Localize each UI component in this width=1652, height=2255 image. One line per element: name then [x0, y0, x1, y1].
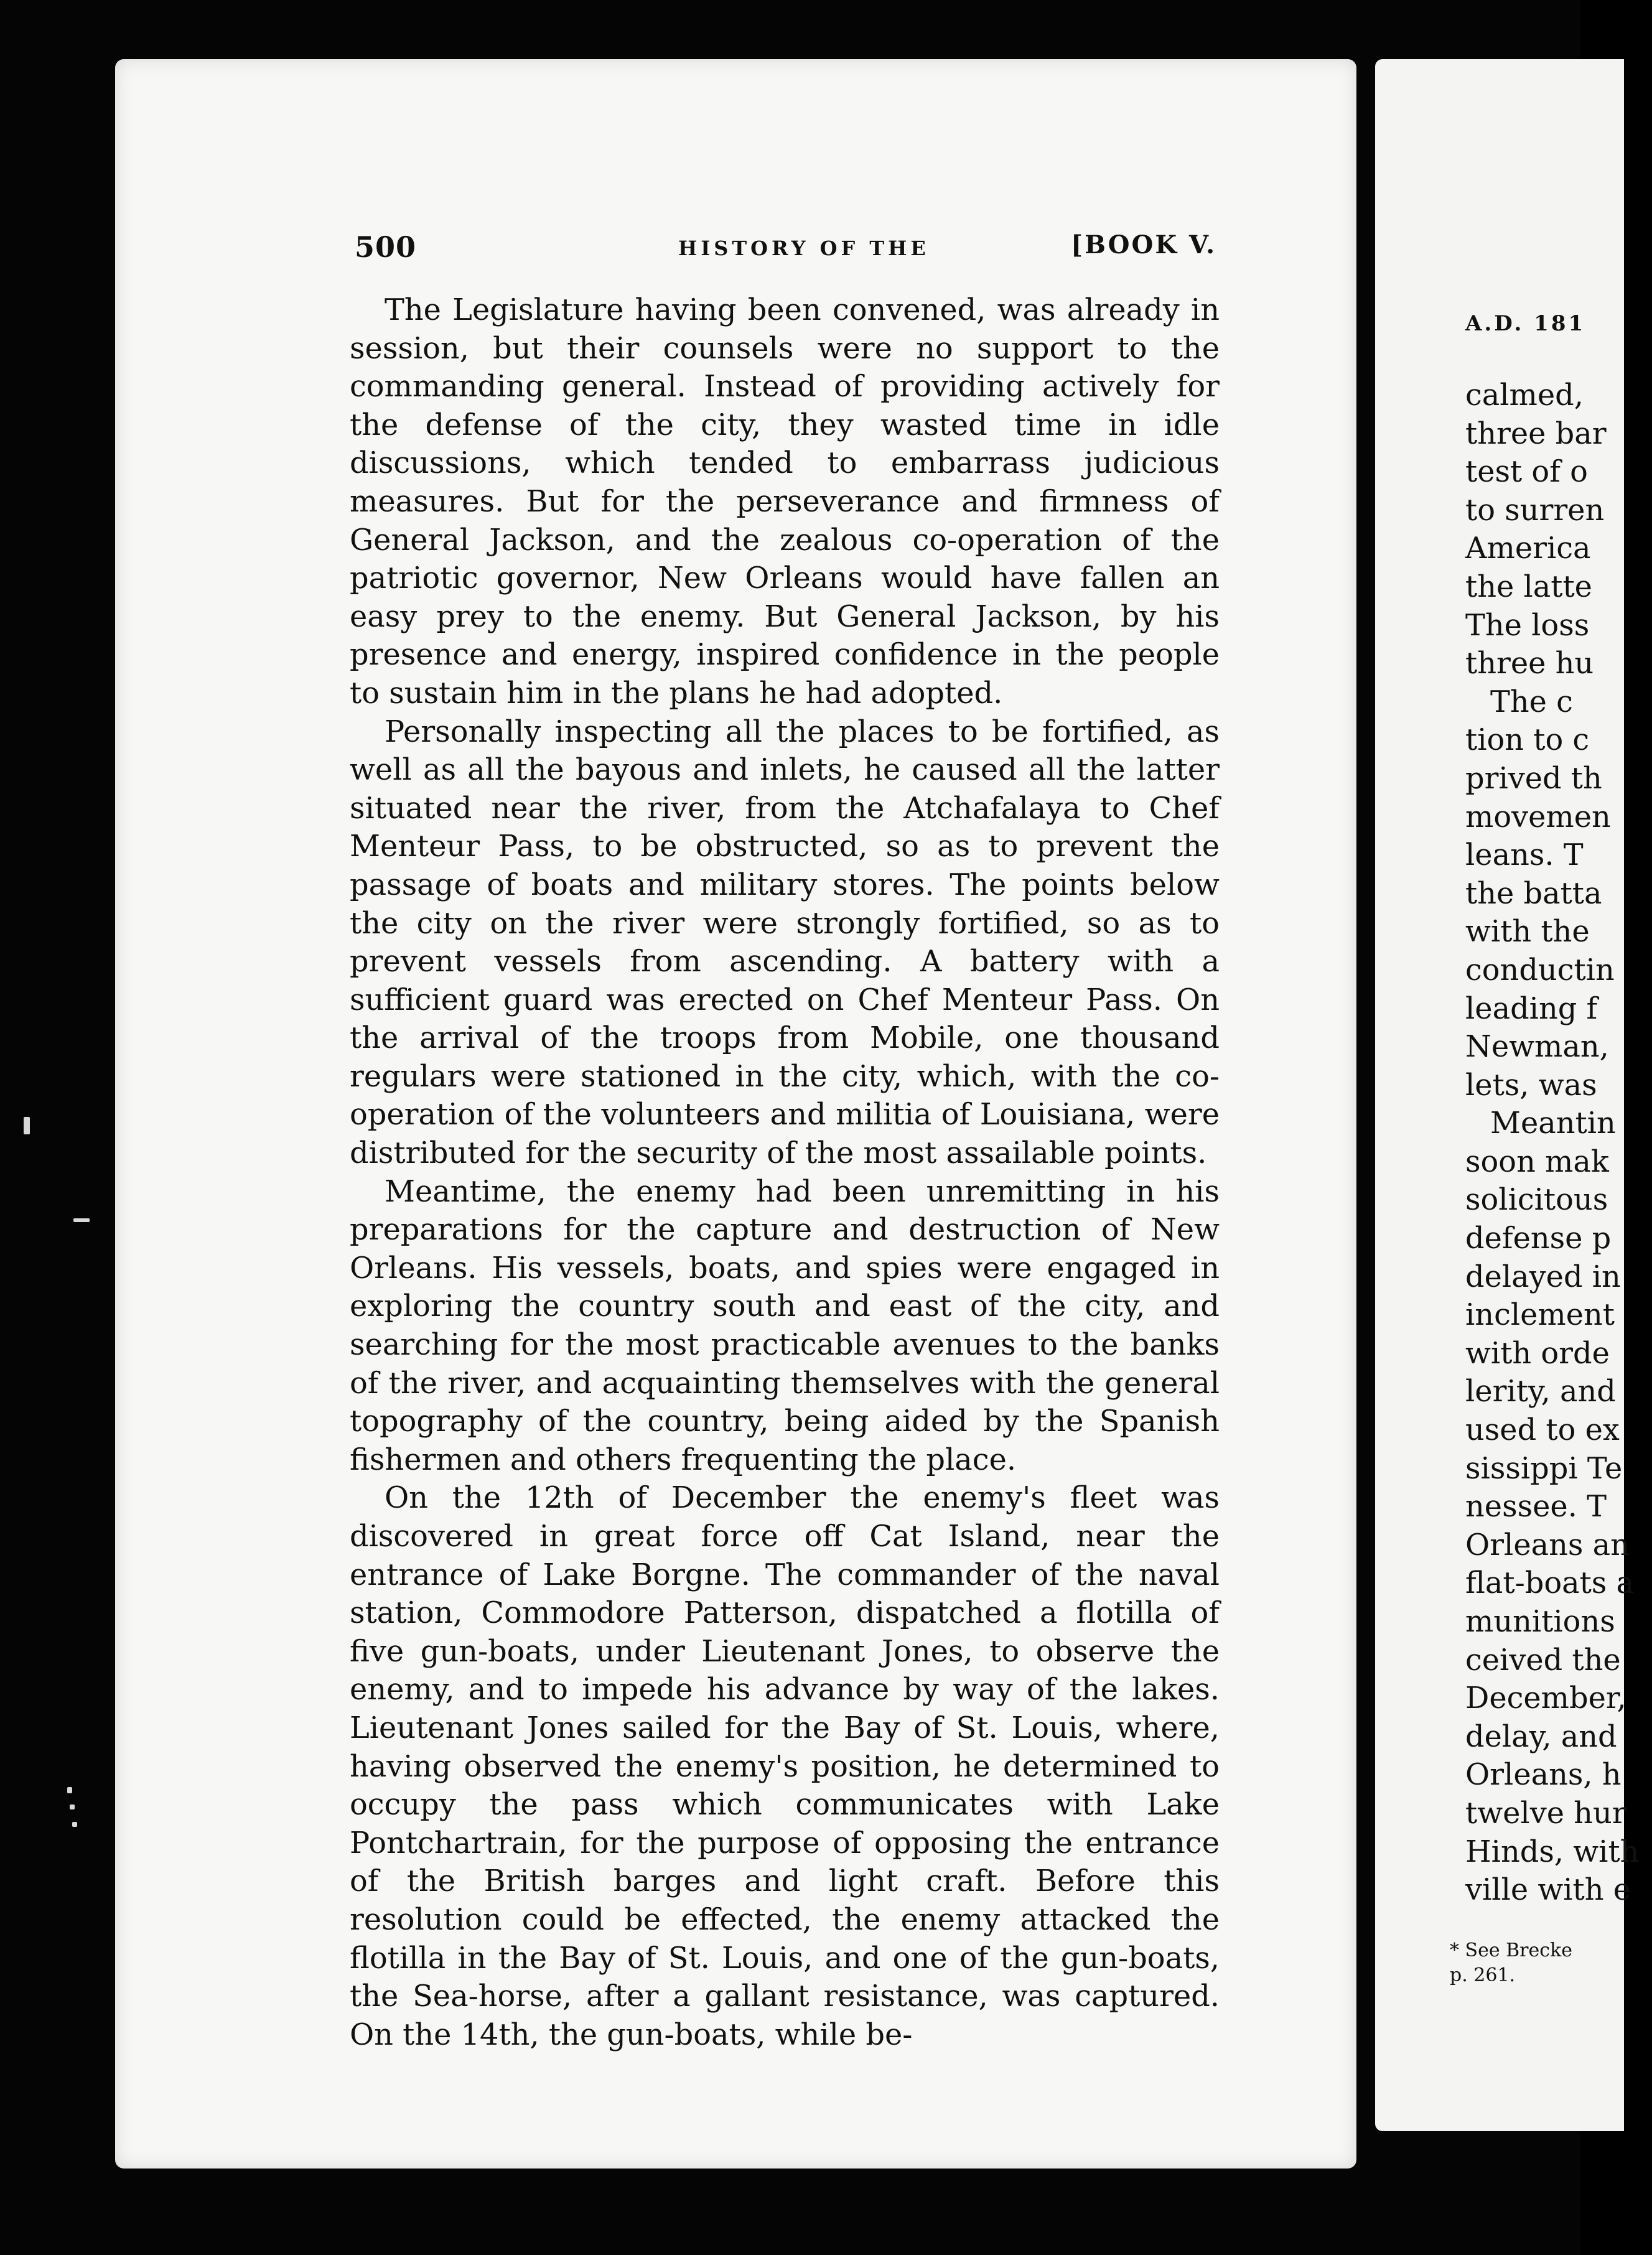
text-line: The loss — [1465, 608, 1590, 643]
text-line: three bar — [1465, 416, 1607, 451]
paragraph: The Legislature having been convened, was already in session, but their counsels were no support to the commanding general. Instead of providing actively for the defense of the city, they wasted time in idle discussions, which tended to embarrass judicious measures. But for the perseverance and firmness of General Jackson, and the zealous co-operation of the patriotic governor, New Orleans would have fallen an easy prey to the enemy. But General Jackson, by his presence and energy, inspired confidence in the people to sustain him in the plans he had adopted. — [350, 293, 1220, 711]
text-line: test of o — [1465, 455, 1588, 490]
right-page-text — [1465, 376, 1652, 1910]
right-running-head: A.D. 181 — [1465, 311, 1586, 336]
right-footnote — [1450, 1938, 1572, 1988]
text-line: delayed in — [1465, 1259, 1621, 1294]
text-line: prived th — [1465, 761, 1602, 796]
text-line: sissippi Te — [1465, 1451, 1623, 1486]
text-line: December, — [1465, 1681, 1626, 1716]
text-line: soon mak — [1465, 1144, 1609, 1179]
scan-speck — [24, 1117, 30, 1134]
paragraph: On the 12th of December the enemy's fleet was discovered in great force off Cat Island, near the entrance of Lake Borgne. The commander of the naval station, Commodore Patterson, dispatched a flotilla of five gun-boats, under Lieutenant Jones, to observe the enemy, and to impede his advance by way of the lakes. Lieutenant Jones sailed for the Bay of St. Louis, where, having observed the enemy's position, he determined to occupy the pass which communicates with Lake Pontchartrain, for the purpose of opposing the entrance of the British barges and light craft. Before this resolution could be effected, the enemy attacked the flotilla in the Bay of St. Louis, and one of the gun-boats, the Sea-horse, after a gallant resistance, was captured. On the 14th, the gun-boats, while be- — [350, 1481, 1220, 2052]
right-page — [1375, 59, 1640, 2131]
paragraph: Personally inspecting all the places to be fortified, as well as all the bayous and inlets, he caused all the latter situated near the river, from the Atchafalaya to Chef Menteur Pass, to be obstructed, so as to prevent the passage of boats and military stores. The points below the city on the river were strongly fortified, so as to prevent vessels from ascending. A battery with a sufficient guard was erected on Chef Menteur Pass. On the arrival of the troops from Mobile, one thousand regulars were stationed in the city, which, with the co-operation of the volunteers and militia of Louisiana, were distributed for the security of the most assailable points. — [350, 714, 1220, 1171]
text-line: lerity, and — [1465, 1375, 1616, 1409]
scan-speck — [72, 1822, 77, 1827]
text-line: used to ex — [1465, 1413, 1620, 1448]
text-line: Newman, — [1465, 1030, 1609, 1065]
text-line: nessee. T — [1465, 1490, 1607, 1524]
text-line: Orleans an — [1465, 1528, 1630, 1562]
text-line: munitions — [1465, 1605, 1615, 1639]
scan-speck — [73, 1218, 90, 1222]
text-line: movemen — [1465, 800, 1611, 834]
text-line: leading f — [1465, 991, 1598, 1026]
text-line: defense p — [1465, 1221, 1612, 1256]
text-line: twelve hur — [1465, 1796, 1626, 1831]
text-line: tion to c — [1465, 723, 1590, 758]
text-line: with the — [1465, 915, 1590, 950]
text-line: delay, and — [1465, 1719, 1617, 1754]
book-label: [BOOK V. — [1071, 230, 1216, 259]
running-head — [355, 230, 1226, 268]
text-line: to surren — [1465, 493, 1605, 528]
text-line: inclement — [1465, 1298, 1615, 1333]
text-line: calmed, — [1465, 378, 1584, 413]
text-line: Hinds, with — [1465, 1834, 1640, 1869]
text-line: lets, was — [1465, 1068, 1597, 1103]
body-text — [350, 291, 1220, 2054]
paragraph: Meantime, the enemy had been unremitting in his preparations for the capture and destruction of New Orleans. His vessels, boats, and spies were engaged in exploring the country south and east of the city, and searching for the most practicable avenues to the banks of the river, and acquainting themselves with the general topography of the country, being aided by the Spanish fishermen and others frequenting the place. — [350, 1174, 1220, 1477]
scan-speck — [70, 1804, 75, 1809]
text-line: flat-boats a — [1465, 1566, 1635, 1601]
text-line: with orde — [1465, 1336, 1610, 1371]
text-line: America — [1465, 531, 1591, 566]
footnote-line: * See Brecke — [1450, 1940, 1573, 1961]
text-line: leans. T — [1465, 838, 1584, 873]
text-line: conductin — [1465, 953, 1615, 987]
page-number: 500 — [355, 230, 417, 264]
text-line: the latte — [1465, 569, 1592, 604]
text-line: Meantin — [1490, 1106, 1616, 1141]
footnote-line: p. 261. — [1450, 1964, 1516, 1986]
scan-speck — [67, 1787, 72, 1793]
text-line: three hu — [1465, 647, 1594, 681]
text-line: The c — [1490, 684, 1573, 719]
text-line: ville with e — [1465, 1873, 1631, 1908]
text-line: ceived the — [1465, 1643, 1621, 1678]
text-line: the batta — [1465, 876, 1602, 911]
text-line: Orleans, h — [1465, 1758, 1622, 1793]
text-line: solicitous — [1465, 1183, 1608, 1218]
running-title: HISTORY OF THE — [678, 236, 930, 260]
